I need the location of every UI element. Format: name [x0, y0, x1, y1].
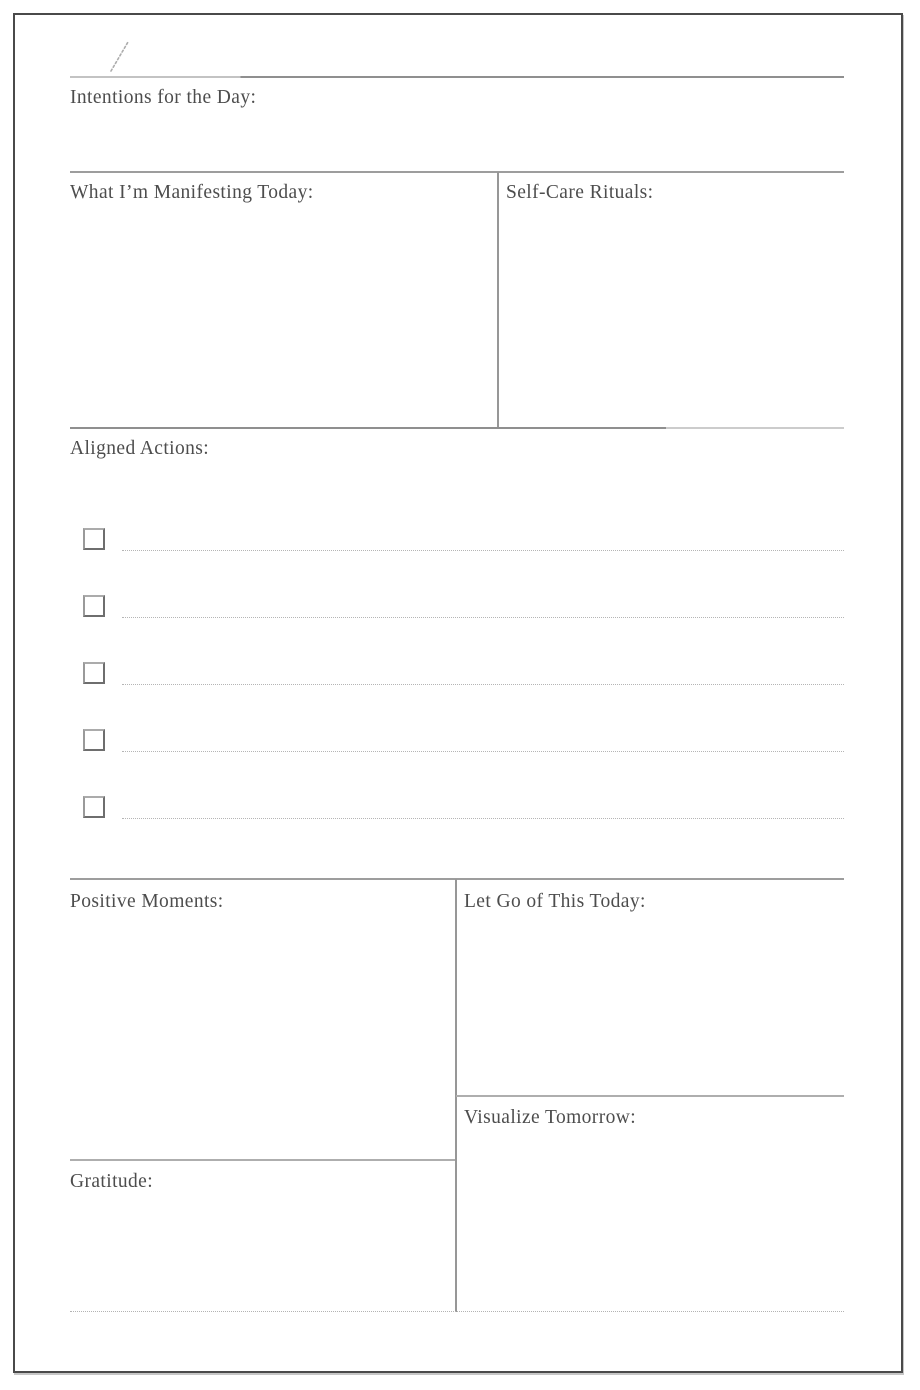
section-line-manifesting	[70, 171, 844, 173]
action-writing-line[interactable]	[122, 597, 844, 618]
let-go-label: Let Go of This Today:	[464, 891, 646, 912]
self-care-label: Self-Care Rituals:	[506, 182, 654, 203]
checklist-row	[83, 528, 844, 550]
action-writing-line[interactable]	[122, 798, 844, 819]
bottom-dotted-line	[70, 1311, 844, 1312]
action-checkbox[interactable]	[83, 595, 105, 617]
visualize-divider-line	[456, 1095, 844, 1097]
action-writing-line[interactable]	[122, 664, 844, 685]
section-line-aligned-actions	[70, 427, 844, 429]
date-slash-icon	[107, 38, 133, 74]
checklist-row	[83, 796, 844, 818]
let-go-writing-area[interactable]	[464, 920, 844, 1090]
checklist-row	[83, 595, 844, 617]
positive-moments-label: Positive Moments:	[70, 891, 224, 912]
section-line-lower	[70, 878, 844, 880]
intentions-writing-area[interactable]	[70, 112, 844, 170]
aligned-actions-checklist	[83, 528, 844, 818]
self-care-writing-area[interactable]	[506, 210, 844, 425]
section-line-top	[70, 76, 844, 78]
checklist-row	[83, 662, 844, 684]
checklist-row	[83, 729, 844, 751]
manifesting-writing-area[interactable]	[70, 210, 490, 425]
date-field[interactable]	[70, 28, 230, 76]
visualize-writing-area[interactable]	[464, 1136, 844, 1306]
visualize-label: Visualize Tomorrow:	[464, 1107, 637, 1128]
gratitude-divider-line	[70, 1159, 455, 1161]
intentions-label: Intentions for the Day:	[70, 87, 257, 108]
action-writing-line[interactable]	[122, 530, 844, 551]
aligned-actions-label: Aligned Actions:	[70, 438, 210, 459]
action-checkbox[interactable]	[83, 729, 105, 751]
manifesting-label: What I’m Manifesting Today:	[70, 182, 314, 203]
gratitude-label: Gratitude:	[70, 1171, 154, 1192]
positive-moments-writing-area[interactable]	[70, 920, 445, 1155]
gratitude-writing-area[interactable]	[70, 1200, 445, 1308]
action-writing-line[interactable]	[122, 731, 844, 752]
action-checkbox[interactable]	[83, 528, 105, 550]
column-divider-top	[497, 172, 499, 428]
action-checkbox[interactable]	[83, 662, 105, 684]
action-checkbox[interactable]	[83, 796, 105, 818]
